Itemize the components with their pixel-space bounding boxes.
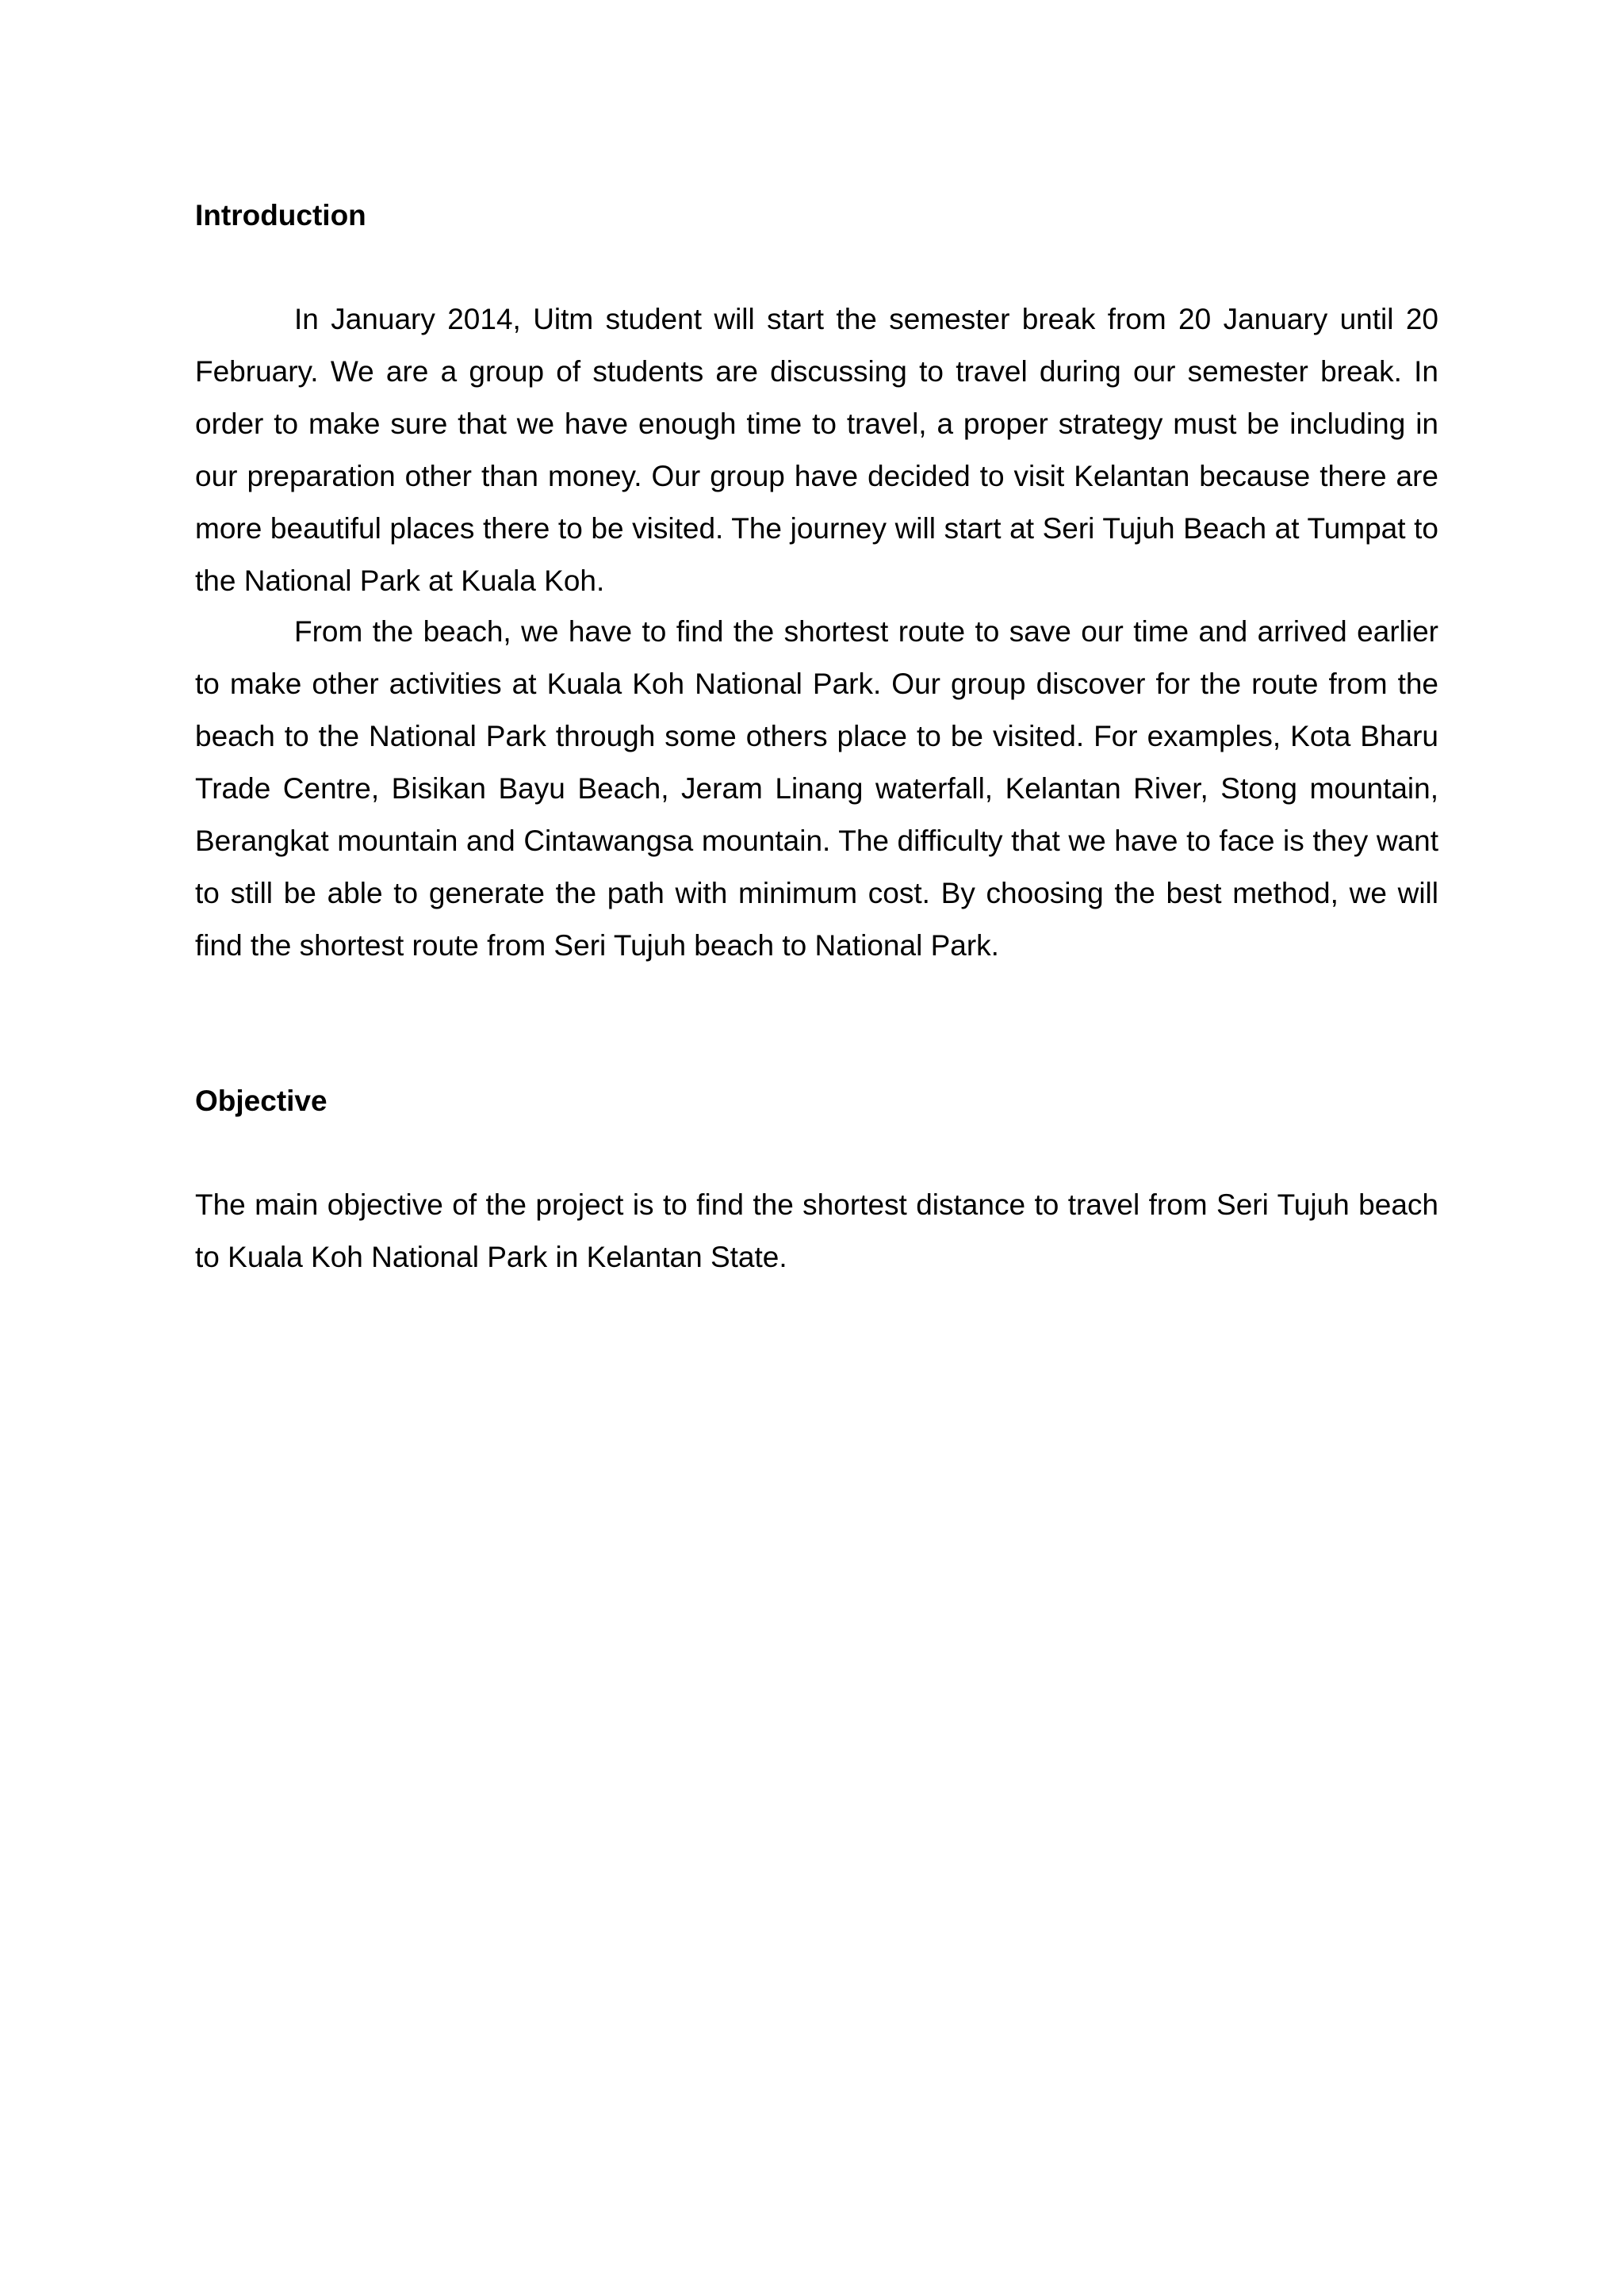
- introduction-heading: Introduction: [195, 199, 366, 232]
- objective-paragraph: The main objective of the project is to find the shortest distance to travel from Seri Tujuh beach to Kuala Koh National Park in Kelantan State.: [195, 1188, 1438, 1273]
- objective-heading: Objective: [195, 1085, 327, 1117]
- introduction-paragraph-2: From the beach, we have to find the shortest route to save our time and arrived earlier to make other activities at Kuala Koh National Park. Our group discover for the route from the beach to the National Park through some others place to be visited. For examples, Kota Bharu Trade Centre, Bisikan Bayu Beach, Jeram Linang waterfall, Kelantan River, Stong mountain, Berangkat mountain and Cintawangsa mountain. The difficulty that we have to face is they want to still be able to generate the path with minimum cost. By choosing the best method, we will find the shortest route from Seri Tujuh beach to National Park.: [195, 615, 1438, 962]
- introduction-paragraph-1: In January 2014, Uitm student will start the semester break from 20 January until 20 February. We are a group of students are discussing to travel during our semester break. In order to make sure that we have enough time to travel, a proper strategy must be including in our preparation other than money. Our group have decided to visit Kelantan because there are more beautiful places there to be visited. The journey will start at Seri Tujuh Beach at Tumpat to the National Park at Kuala Koh.: [195, 303, 1438, 597]
